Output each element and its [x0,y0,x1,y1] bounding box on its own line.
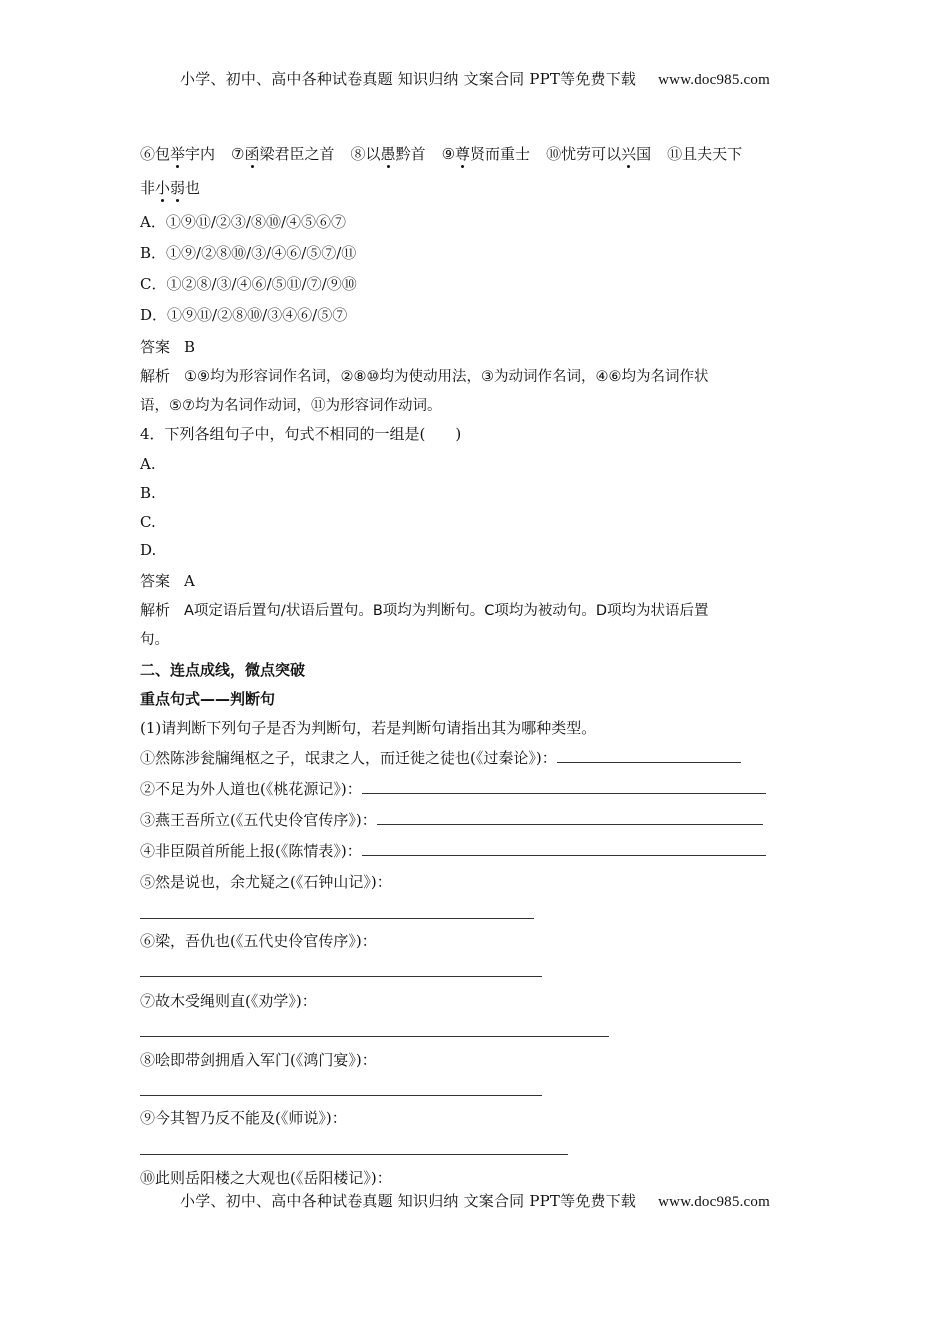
q4-stem: 4．下列各组句子中，句式不相同的一组是( ) [140,425,462,443]
answer-blank[interactable] [362,779,766,794]
q4-option-b: B. [140,484,156,502]
emphasis-char: 小 [155,179,171,197]
answer-value: A [184,572,195,590]
section-title: 二、连点成线，微点突破 [140,661,306,679]
analysis-label: 解析 [140,367,171,385]
answer-line[interactable] [140,976,542,977]
q3-analysis-line2: 语，⑤⑦均为名词作动词，⑪为形容词作动词。 [140,398,442,414]
q4-option-a: A. [140,455,156,473]
q3-items-line2: 非小弱也 [140,179,201,197]
emphasis-char: 函 [244,145,260,163]
emphasis-char: 弱 [170,179,186,197]
answer-line[interactable] [140,1036,609,1037]
q4-answer [140,571,195,591]
section-subtitle: 重点句式——判断句 [140,690,276,708]
q3-items-line1: ⑥包举宇内 ⑦函梁君臣之首 ⑧以愚黔首 ⑨尊贤而重士 ⑩忧劳可以兴国 ⑪且夫天下 [140,145,743,163]
answer-value: B [184,338,196,356]
answer-line[interactable] [140,1095,542,1096]
answer-label: 答案 [140,338,171,356]
judgment-item-2: ②不足为外人道也(《桃花源记》)： [140,779,766,799]
q4-analysis-line1: 解析 A项定语后置句/状语后置句。B项均为判断句。C项均为被动句。D项均为状语后置 [140,601,709,619]
q3-analysis-line1: 解析 ①⑨均为形容词作名词，②⑧⑩均为使动用法，③为动词作名词，④⑥均为名词作状 [140,367,709,385]
judgment-item-4: ④非臣陨首所能上报(《陈情表》)： [140,841,766,861]
emphasis-char: 举 [170,145,186,163]
footer-text: 小学、初中、高中各种试卷真题 知识归纳 文案合同 PPT等免费下载 [180,1192,637,1210]
q3-answer [140,337,195,357]
q3-option-a: A．①⑨⑪/②③/⑧⑩/④⑤⑥⑦ [140,213,347,231]
header-text: 小学、初中、高中各种试卷真题 知识归纳 文案合同 PPT等免费下载 [180,70,637,88]
answer-label: 答案 [140,572,171,590]
q4-option-d: D. [140,541,157,559]
analysis-label: 解析 [140,601,171,619]
judgment-item-3: ③燕王吾所立(《五代史伶官传序》)： [140,810,763,830]
answer-line[interactable] [140,1154,568,1155]
judgment-item-7: ⑦故木受绳则直(《劝学》)： [140,992,317,1010]
page-footer [0,1190,950,1211]
judgment-item-1: ①然陈涉瓮牖绳枢之子，氓隶之人，而迁徙之徒也(《过秦论》)： [140,748,741,768]
footer-url[interactable]: www.doc985.com [658,1194,770,1210]
q4-option-c: C. [140,513,156,531]
emphasis-char: 兴 [621,145,637,163]
answer-blank[interactable] [362,841,766,856]
q4-analysis-line2: 句。 [140,632,169,648]
judgment-item-8: ⑧哙即带剑拥盾入军门(《鸿门宴》)： [140,1051,377,1069]
header-url[interactable]: www.doc985.com [658,72,770,88]
emphasis-char: 尊 [455,145,471,163]
page-header [0,68,950,89]
q3-option-b: B．①⑨/②⑧⑩/③/④⑥/⑤⑦/⑪ [140,244,357,262]
q3-option-c: C．①②⑧/③/④⑥/⑤⑪/⑦/⑨⑩ [140,275,357,293]
judgment-item-10: ⑩此则岳阳楼之大观也(《岳阳楼记》)： [140,1169,392,1187]
emphasis-char: 愚 [380,145,396,163]
answer-blank[interactable] [377,810,763,825]
judgment-item-9: ⑨今其智乃反不能及(《师说》)： [140,1109,347,1127]
judgment-item-6: ⑥梁，吾仇也(《五代史伶官传序》)： [140,932,377,950]
q3-option-d: D．①⑨⑪/②⑧⑩/③④⑥/⑤⑦ [140,306,348,324]
section-instruction: (1)请判断下列句子是否为判断句，若是判断句请指出其为哪种类型。 [140,719,597,737]
answer-line[interactable] [140,918,534,919]
answer-blank[interactable] [557,748,741,763]
judgment-item-5: ⑤然是说也，余尤疑之(《石钟山记》)： [140,873,392,891]
